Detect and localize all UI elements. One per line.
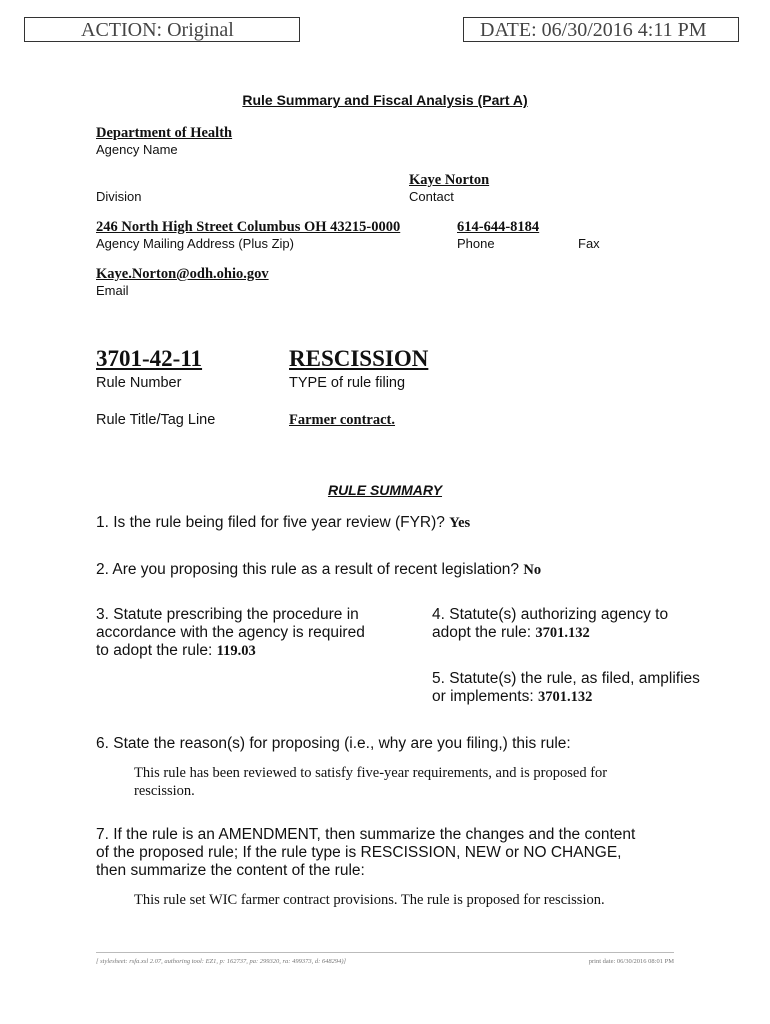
footer-print-date: print date: 06/30/2016 08:01 PM: [588, 958, 674, 965]
contact-label: Contact: [409, 189, 454, 204]
question-7-line-3: then summarize the content of the rule:: [96, 862, 365, 879]
question-4-line-1: 4. Statute(s) authorizing agency to: [432, 606, 669, 623]
answer-1: Yes: [449, 515, 471, 531]
question-5-line-1: 5. Statute(s) the rule, as filed, amplifies: [432, 670, 700, 687]
question-2-text: 2. Are you proposing this rule as a result of recent legislation?: [96, 561, 520, 578]
question-3-line-1: 3. Statute prescribing the procedure in: [96, 606, 359, 623]
answer-7: This rule set WIC farmer contract provisions. The rule is proposed for rescission.: [134, 892, 605, 908]
action-text: ACTION: Original: [81, 19, 234, 41]
rule-type: RESCISSION: [289, 346, 429, 371]
agency-name-label: Agency Name: [96, 142, 178, 157]
footer-stylesheet-info: [ stylesheet: rsfa.xsl 2.07, authoring tool: EZ1, p: 162737, pa: 299320, ra: 499373, d: 648294)]: [96, 958, 347, 965]
question-3: [96, 606, 365, 660]
answer-6-line-2: rescission.: [134, 783, 195, 799]
rule-number: 3701-42-11: [96, 346, 203, 371]
question-7-line-1: 7. If the rule is an AMENDMENT, then summarize the changes and the content: [96, 826, 636, 843]
contact-name: Kaye Norton: [409, 172, 490, 188]
question-1: [96, 514, 470, 532]
phone-label: Phone: [457, 236, 495, 251]
date-text: DATE: 06/30/2016 4:11 PM: [480, 19, 707, 41]
rule-summary-heading: RULE SUMMARY: [327, 482, 443, 498]
answer-2: No: [523, 562, 542, 578]
question-5: [432, 670, 700, 706]
footer-divider: [96, 952, 674, 953]
question-7: [96, 826, 635, 880]
agency-name: Department of Health: [96, 125, 233, 141]
rule-type-label: TYPE of rule filing: [289, 375, 406, 391]
phone-number: 614-644-8184: [457, 219, 540, 235]
rule-number-label: Rule Number: [96, 375, 182, 391]
answer-4: 3701.132: [535, 625, 590, 641]
date-box: [463, 17, 739, 42]
question-1-text: 1. Is the rule being filed for five year review (FYR)?: [96, 514, 445, 531]
question-6: 6. State the reason(s) for proposing (i.e., why are you filing,) this rule:: [96, 735, 571, 752]
question-3-line-2: accordance with the agency is required: [96, 624, 365, 641]
answer-3: 119.03: [216, 643, 256, 659]
rule-title: Farmer contract.: [289, 412, 396, 428]
mailing-address: 246 North High Street Columbus OH 43215-0000: [96, 219, 401, 235]
answer-5: 3701.132: [537, 689, 593, 705]
email-label: Email: [96, 283, 129, 298]
question-2: [96, 561, 541, 579]
action-box: [24, 17, 300, 42]
page-title: Rule Summary and Fiscal Analysis (Part A): [242, 92, 528, 108]
address-label: Agency Mailing Address (Plus Zip): [96, 236, 294, 251]
answer-6-line-1: This rule has been reviewed to satisfy five-year requirements, and is proposed for: [134, 765, 608, 781]
fax-label: Fax: [578, 236, 600, 251]
question-7-line-2: of the proposed rule; If the rule type is RESCISSION, NEW or NO CHANGE,: [96, 844, 622, 861]
question-4: [432, 606, 668, 642]
rule-title-label: Rule Title/Tag Line: [96, 412, 216, 428]
division-label: Division: [96, 189, 142, 204]
question-5-line-2: or implements:: [432, 688, 534, 705]
question-4-line-2: adopt the rule:: [432, 624, 532, 641]
question-3-line-3: to adopt the rule:: [96, 642, 213, 659]
email-address: Kaye.Norton@odh.ohio.gov: [96, 266, 269, 282]
answer-6: [134, 764, 607, 800]
